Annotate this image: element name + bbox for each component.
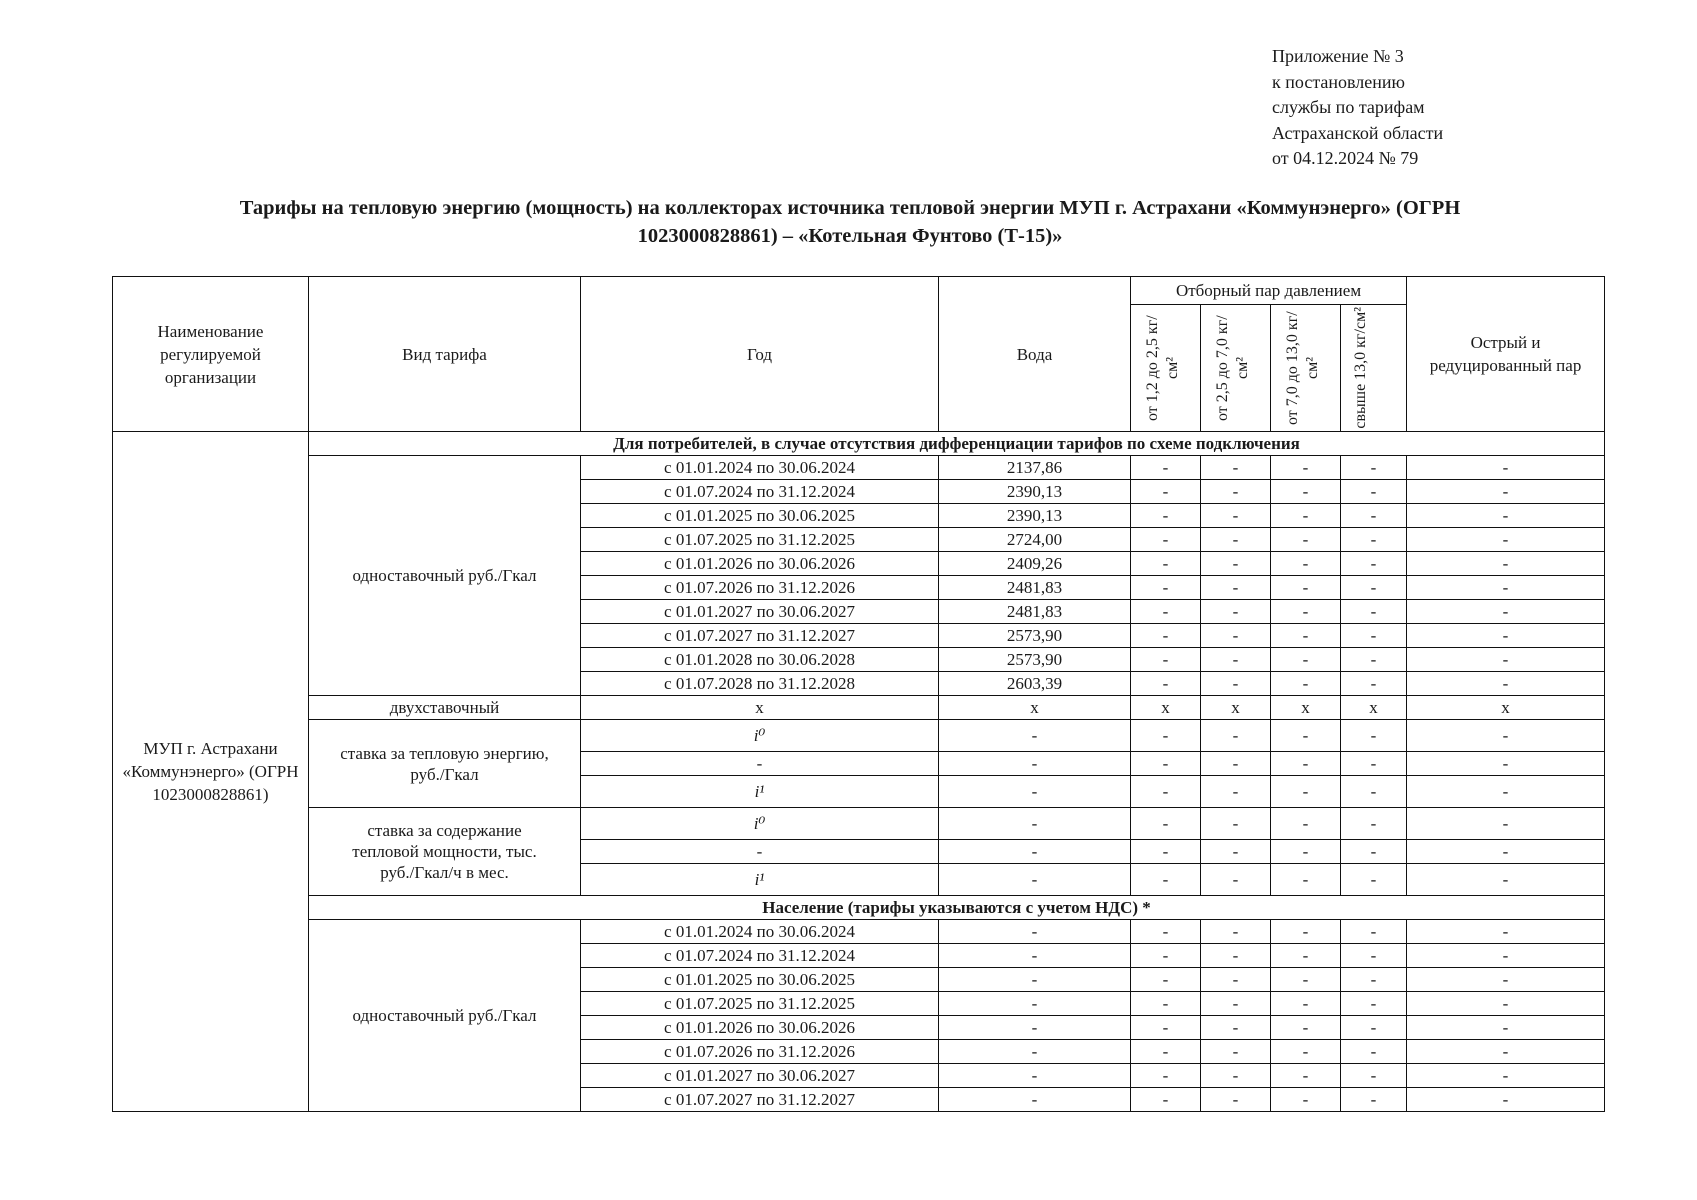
sharp-steam-cell: -: [1407, 672, 1605, 696]
header-row-1: [113, 277, 1605, 305]
steam-3-cell: -: [1271, 720, 1341, 752]
steam-2-cell: -: [1201, 992, 1271, 1016]
water-cell: 2409,26: [939, 552, 1131, 576]
year-cell: x: [581, 696, 939, 720]
sharp-steam-cell: x: [1407, 696, 1605, 720]
water-cell: 2390,13: [939, 504, 1131, 528]
water-cell: -: [939, 1088, 1131, 1112]
sharp-steam-cell: -: [1407, 600, 1605, 624]
steam-3-cell: x: [1271, 696, 1341, 720]
period-cell: с 01.01.2026 по 30.06.2026: [581, 552, 939, 576]
header-tariff-type: Вид тарифа: [309, 277, 581, 432]
sharp-steam-cell: -: [1407, 480, 1605, 504]
steam-2-cell: -: [1201, 864, 1271, 896]
steam-3-cell: -: [1271, 752, 1341, 776]
appendix-block: [1272, 44, 1443, 172]
tariff-type-capacity-rate: ставка за содержание тепловой мощности, тыс. руб./Гкал/ч в мес.: [309, 808, 581, 896]
water-cell: -: [939, 1040, 1131, 1064]
section-title: Население (тарифы указываются с учетом НДС) *: [309, 896, 1605, 920]
steam-1-cell: -: [1131, 752, 1201, 776]
steam-3-cell: -: [1271, 1088, 1341, 1112]
steam-1-cell: -: [1131, 576, 1201, 600]
period-cell: с 01.07.2026 по 31.12.2026: [581, 576, 939, 600]
steam-2-cell: -: [1201, 504, 1271, 528]
sharp-steam-cell: -: [1407, 624, 1605, 648]
header-water: Вода: [939, 277, 1131, 432]
sharp-steam-cell: -: [1407, 1088, 1605, 1112]
steam-1-cell: -: [1131, 456, 1201, 480]
sharp-steam-cell: -: [1407, 992, 1605, 1016]
steam-3-cell: -: [1271, 776, 1341, 808]
water-cell: -: [939, 840, 1131, 864]
steam-1-cell: -: [1131, 528, 1201, 552]
period-cell: с 01.01.2027 по 30.06.2027: [581, 600, 939, 624]
steam-4-cell: -: [1341, 808, 1407, 840]
period-cell: с 01.01.2024 по 30.06.2024: [581, 456, 939, 480]
steam-4-cell: -: [1341, 672, 1407, 696]
tariff-table: [112, 276, 1605, 1112]
period-cell: с 01.01.2025 по 30.06.2025: [581, 968, 939, 992]
steam-4-cell: -: [1341, 600, 1407, 624]
header-steam-group: Отборный пар давлением: [1131, 277, 1407, 305]
steam-1-cell: -: [1131, 808, 1201, 840]
index-cell: i⁰: [581, 720, 939, 752]
org-name: МУП г. Астрахани «Коммунэнерго» (ОГРН 1023000828861): [113, 432, 309, 1112]
steam-1-cell: -: [1131, 624, 1201, 648]
steam-1-cell: -: [1131, 864, 1201, 896]
header-steam-2: [1201, 305, 1271, 432]
steam-3-cell: -: [1271, 624, 1341, 648]
steam-1-cell: -: [1131, 1040, 1201, 1064]
steam-1-cell: -: [1131, 968, 1201, 992]
header-steam-4-label: свыше 13,0 кг/см²: [1351, 307, 1369, 429]
water-cell: 2573,90: [939, 624, 1131, 648]
steam-1-cell: -: [1131, 600, 1201, 624]
appendix-line: службы по тарифам: [1272, 97, 1425, 117]
sharp-steam-cell: -: [1407, 920, 1605, 944]
water-cell: 2137,86: [939, 456, 1131, 480]
tariff-type-energy-rate: ставка за тепловую энергию, руб./Гкал: [309, 720, 581, 808]
water-cell: 2724,00: [939, 528, 1131, 552]
steam-4-cell: -: [1341, 944, 1407, 968]
table-row: [113, 720, 1605, 752]
index-cell: i⁰: [581, 808, 939, 840]
steam-4-cell: -: [1341, 968, 1407, 992]
steam-4-cell: -: [1341, 840, 1407, 864]
steam-3-cell: -: [1271, 920, 1341, 944]
water-cell: -: [939, 1016, 1131, 1040]
sharp-steam-cell: -: [1407, 840, 1605, 864]
steam-1-cell: -: [1131, 648, 1201, 672]
appendix-line: Приложение № 3: [1272, 46, 1404, 66]
steam-2-cell: -: [1201, 1088, 1271, 1112]
steam-4-cell: x: [1341, 696, 1407, 720]
sharp-steam-cell: -: [1407, 864, 1605, 896]
steam-3-cell: -: [1271, 1064, 1341, 1088]
water-cell: 2603,39: [939, 672, 1131, 696]
appendix-line: Астраханской области: [1272, 122, 1444, 143]
sharp-steam-cell: -: [1407, 720, 1605, 752]
steam-4-cell: -: [1341, 920, 1407, 944]
steam-4-cell: -: [1341, 576, 1407, 600]
header-steam-4: [1341, 305, 1407, 432]
steam-4-cell: -: [1341, 720, 1407, 752]
steam-2-cell: -: [1201, 1016, 1271, 1040]
period-cell: с 01.01.2026 по 30.06.2026: [581, 1016, 939, 1040]
header-steam-1: [1131, 305, 1201, 432]
header-sharp-steam: Острый и редуцированный пар: [1407, 277, 1605, 432]
steam-3-cell: -: [1271, 600, 1341, 624]
index-cell: -: [581, 840, 939, 864]
steam-4-cell: -: [1341, 992, 1407, 1016]
period-cell: с 01.07.2025 по 31.12.2025: [581, 528, 939, 552]
steam-1-cell: -: [1131, 552, 1201, 576]
water-cell: -: [939, 1064, 1131, 1088]
steam-3-cell: -: [1271, 480, 1341, 504]
sharp-steam-cell: -: [1407, 648, 1605, 672]
steam-2-cell: -: [1201, 648, 1271, 672]
steam-2-cell: -: [1201, 808, 1271, 840]
steam-1-cell: -: [1131, 840, 1201, 864]
table-row: [113, 696, 1605, 720]
steam-4-cell: -: [1341, 1064, 1407, 1088]
steam-4-cell: -: [1341, 1040, 1407, 1064]
steam-2-cell: -: [1201, 776, 1271, 808]
period-cell: с 01.01.2024 по 30.06.2024: [581, 920, 939, 944]
section-title: Для потребителей, в случае отсутствия дифференциации тарифов по схеме подключения: [309, 432, 1605, 456]
header-steam-3-label: от 7,0 до 13,0 кг/см²: [1283, 311, 1321, 425]
period-cell: с 01.01.2025 по 30.06.2025: [581, 504, 939, 528]
period-cell: с 01.01.2028 по 30.06.2028: [581, 648, 939, 672]
steam-1-cell: -: [1131, 504, 1201, 528]
tariff-type-one-rate: одноставочный руб./Гкал: [309, 456, 581, 696]
steam-2-cell: -: [1201, 480, 1271, 504]
water-cell: -: [939, 920, 1131, 944]
steam-4-cell: -: [1341, 1088, 1407, 1112]
water-cell: -: [939, 944, 1131, 968]
steam-2-cell: -: [1201, 920, 1271, 944]
steam-1-cell: -: [1131, 944, 1201, 968]
sharp-steam-cell: -: [1407, 752, 1605, 776]
steam-2-cell: -: [1201, 720, 1271, 752]
steam-3-cell: -: [1271, 944, 1341, 968]
index-cell: i¹: [581, 864, 939, 896]
appendix-line: от 04.12.2024 № 79: [1272, 148, 1419, 168]
steam-4-cell: -: [1341, 528, 1407, 552]
sharp-steam-cell: -: [1407, 528, 1605, 552]
steam-3-cell: -: [1271, 504, 1341, 528]
period-cell: с 01.07.2024 по 31.12.2024: [581, 944, 939, 968]
water-cell: 2481,83: [939, 600, 1131, 624]
steam-4-cell: -: [1341, 648, 1407, 672]
steam-3-cell: -: [1271, 672, 1341, 696]
water-cell: 2481,83: [939, 576, 1131, 600]
sharp-steam-cell: -: [1407, 968, 1605, 992]
steam-1-cell: -: [1131, 1088, 1201, 1112]
water-cell: 2390,13: [939, 480, 1131, 504]
section-header-row: [113, 896, 1605, 920]
appendix-line: к постановлению: [1272, 71, 1405, 92]
steam-1-cell: -: [1131, 672, 1201, 696]
steam-2-cell: -: [1201, 944, 1271, 968]
sharp-steam-cell: -: [1407, 1016, 1605, 1040]
header-org: Наименование регулируемой организации: [113, 277, 309, 432]
period-cell: с 01.07.2027 по 31.12.2027: [581, 1088, 939, 1112]
steam-1-cell: -: [1131, 920, 1201, 944]
water-cell: -: [939, 992, 1131, 1016]
steam-3-cell: -: [1271, 456, 1341, 480]
steam-3-cell: -: [1271, 552, 1341, 576]
steam-3-cell: -: [1271, 1016, 1341, 1040]
steam-4-cell: -: [1341, 504, 1407, 528]
sharp-steam-cell: -: [1407, 1040, 1605, 1064]
steam-1-cell: x: [1131, 696, 1201, 720]
steam-2-cell: -: [1201, 672, 1271, 696]
steam-3-cell: -: [1271, 528, 1341, 552]
steam-2-cell: -: [1201, 624, 1271, 648]
steam-2-cell: -: [1201, 1040, 1271, 1064]
steam-2-cell: -: [1201, 968, 1271, 992]
steam-2-cell: -: [1201, 552, 1271, 576]
table-row: [113, 456, 1605, 480]
steam-3-cell: -: [1271, 864, 1341, 896]
steam-3-cell: -: [1271, 1040, 1341, 1064]
steam-2-cell: x: [1201, 696, 1271, 720]
steam-1-cell: -: [1131, 992, 1201, 1016]
water-cell: x: [939, 696, 1131, 720]
steam-1-cell: -: [1131, 720, 1201, 752]
steam-2-cell: -: [1201, 456, 1271, 480]
table-row: [113, 808, 1605, 840]
steam-2-cell: -: [1201, 576, 1271, 600]
period-cell: с 01.07.2024 по 31.12.2024: [581, 480, 939, 504]
steam-3-cell: -: [1271, 992, 1341, 1016]
sharp-steam-cell: -: [1407, 552, 1605, 576]
steam-1-cell: -: [1131, 776, 1201, 808]
water-cell: -: [939, 720, 1131, 752]
steam-3-cell: -: [1271, 808, 1341, 840]
sharp-steam-cell: -: [1407, 456, 1605, 480]
index-cell: -: [581, 752, 939, 776]
water-cell: -: [939, 808, 1131, 840]
steam-1-cell: -: [1131, 1064, 1201, 1088]
steam-2-cell: -: [1201, 840, 1271, 864]
steam-3-cell: -: [1271, 576, 1341, 600]
sharp-steam-cell: -: [1407, 576, 1605, 600]
water-cell: -: [939, 752, 1131, 776]
period-cell: с 01.07.2025 по 31.12.2025: [581, 992, 939, 1016]
sharp-steam-cell: -: [1407, 808, 1605, 840]
steam-1-cell: -: [1131, 1016, 1201, 1040]
header-steam-2-label: от 2,5 до 7,0 кг/см²: [1213, 315, 1251, 421]
period-cell: с 01.07.2028 по 31.12.2028: [581, 672, 939, 696]
steam-4-cell: -: [1341, 552, 1407, 576]
water-cell: -: [939, 776, 1131, 808]
title-line-2: 1023000828861) – «Котельная Фунтово (Т-15)»: [637, 225, 1063, 247]
steam-2-cell: -: [1201, 600, 1271, 624]
steam-4-cell: -: [1341, 456, 1407, 480]
index-cell: i¹: [581, 776, 939, 808]
sharp-steam-cell: -: [1407, 504, 1605, 528]
period-cell: с 01.07.2027 по 31.12.2027: [581, 624, 939, 648]
steam-4-cell: -: [1341, 1016, 1407, 1040]
sharp-steam-cell: -: [1407, 1064, 1605, 1088]
steam-4-cell: -: [1341, 752, 1407, 776]
water-cell: 2573,90: [939, 648, 1131, 672]
steam-3-cell: -: [1271, 840, 1341, 864]
steam-4-cell: -: [1341, 624, 1407, 648]
tariff-type-two-rate: двухставочный: [309, 696, 581, 720]
section-header-row: [113, 432, 1605, 456]
steam-2-cell: -: [1201, 528, 1271, 552]
steam-4-cell: -: [1341, 864, 1407, 896]
water-cell: -: [939, 968, 1131, 992]
table-row: [113, 920, 1605, 944]
header-steam-3: [1271, 305, 1341, 432]
steam-2-cell: -: [1201, 1064, 1271, 1088]
document-title: [100, 194, 1600, 250]
steam-4-cell: -: [1341, 480, 1407, 504]
title-line-1: Тарифы на тепловую энергию (мощность) на коллекторах источника тепловой энергии МУП г. Астрахани «Коммунэнерго» (ОГРН: [239, 197, 1461, 219]
header-steam-1-label: от 1,2 до 2,5 кг/см²: [1143, 315, 1181, 421]
steam-4-cell: -: [1341, 776, 1407, 808]
water-cell: -: [939, 864, 1131, 896]
period-cell: с 01.01.2027 по 30.06.2027: [581, 1064, 939, 1088]
steam-1-cell: -: [1131, 480, 1201, 504]
period-cell: с 01.07.2026 по 31.12.2026: [581, 1040, 939, 1064]
sharp-steam-cell: -: [1407, 944, 1605, 968]
sharp-steam-cell: -: [1407, 776, 1605, 808]
steam-2-cell: -: [1201, 752, 1271, 776]
steam-3-cell: -: [1271, 648, 1341, 672]
tariff-type-one-rate: одноставочный руб./Гкал: [309, 920, 581, 1112]
steam-3-cell: -: [1271, 968, 1341, 992]
header-year: Год: [581, 277, 939, 432]
